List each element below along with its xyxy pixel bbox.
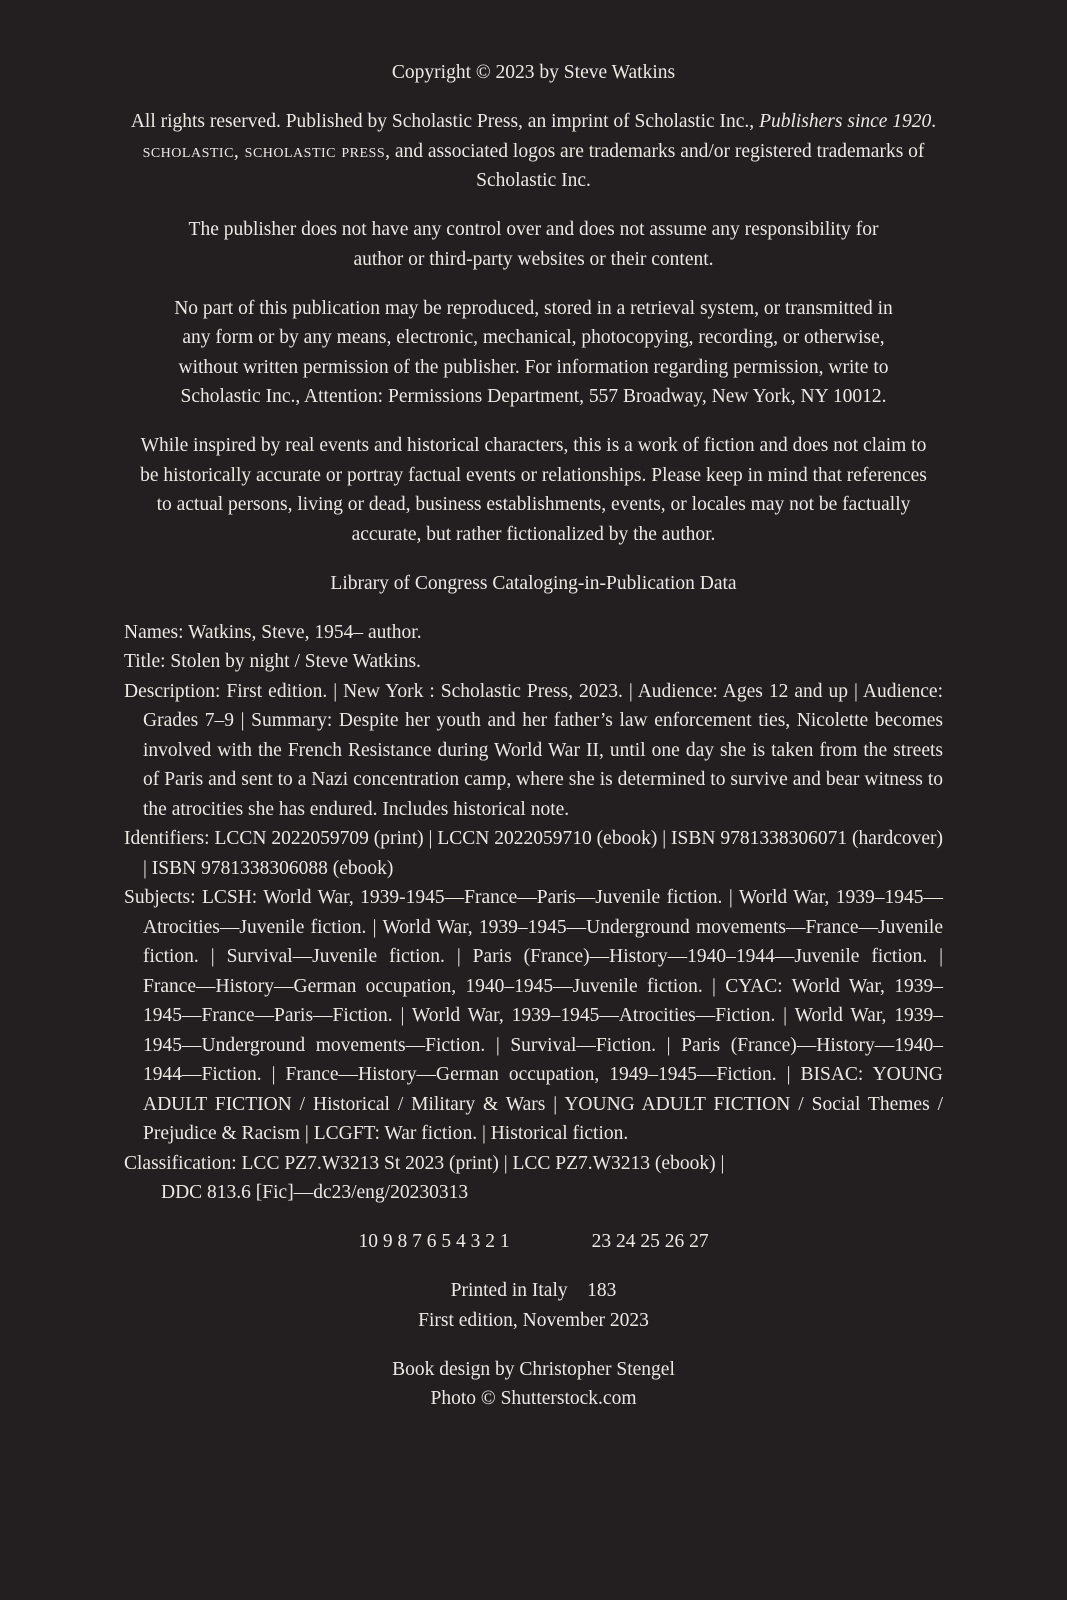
permissions-notice: No part of this publication may be reproduced, stored in a retrieval system, or transmitted in any form or by any means, electronic, mechanical, photocopying, recording, or otherwise, without written permission of the publisher. For information regarding permission, write to Scholastic Inc., Attention: Permissions Department, 557 Broadway, New York, NY 10012. <box>174 297 893 407</box>
year-numbers: 23 24 25 26 27 <box>591 1231 709 1252</box>
rights-text-2: . <box>931 111 937 132</box>
printed-in: Printed in Italy 183 <box>450 1280 617 1301</box>
rights-statement <box>124 107 943 196</box>
copyright-line: Copyright © 2023 by Steve Watkins <box>391 62 676 83</box>
cip-subjects: Subjects: LCSH: World War, 1939-1945—France—Paris—Juvenile fiction. | World War, 1939–1945—Atrocities—Juvenile fiction. | World War, 1939–1945—Underground movements—France—Juvenile fiction. | Survival—Juvenile fiction. | Paris (France)—History—1940–1944—Juvenile fiction. | France—History—German occupation, 1940–1945—Juvenile fiction. | CYAC: World War, 1939–1945—France—Paris—Fiction. | World War, 1939–1945—Atrocities—Fiction. | World War, 1939–1945—Underground movements—Fiction. | Survival—Fiction. | Paris (France)—History—1940–1944—Fiction. | France—History—German occupation, 1949–1945—Fiction. | BISAC: YOUNG ADULT FICTION / Historical / Military & Wars | YOUNG ADULT FICTION / Social Themes / Prejudice & Racism | LCGFT: War fiction. | Historical fiction. <box>124 887 943 1144</box>
rights-text-1: All rights reserved. Published by Scholastic Press, an imprint of Scholastic Inc., <box>130 111 760 132</box>
cip-data-block <box>124 618 943 1208</box>
cip-classification-line1: Classification: LCC PZ7.W3213 St 2023 (print) | LCC PZ7.W3213 (ebook) | <box>124 1152 725 1174</box>
cip-heading: Library of Congress Cataloging-in-Publication Data <box>330 572 737 594</box>
cip-title: Title: Stolen by night / Steve Watkins. <box>124 651 421 672</box>
printing-info <box>124 1276 943 1335</box>
rights-italic: Publishers since 1920 <box>759 111 932 132</box>
cip-classification-line2: DDC 813.6 [Fic]—dc23/eng/20230313 <box>161 1182 469 1203</box>
photo-credit: Photo © Shutterstock.com <box>430 1388 637 1409</box>
fiction-disclaimer: While inspired by real events and historical characters, this is a work of fiction and does not claim to be historically accurate or portray factual events or relationships. Please keep in mind that references to actual persons, living or dead, business establishments, events, or locales may not be factually accurate, but rather fictionalized by the author. <box>140 435 927 545</box>
edition-line: First edition, November 2023 <box>418 1309 649 1331</box>
printing-numbers: 10 9 8 7 6 5 4 3 2 1 <box>358 1231 510 1252</box>
cip-names: Names: Watkins, Steve, 1954– author. <box>124 621 422 643</box>
credits <box>124 1355 943 1414</box>
book-design-credit: Book design by Christopher Stengel <box>392 1358 675 1380</box>
rights-smallcaps: scholastic, scholastic press <box>142 140 386 162</box>
cip-identifiers: Identifiers: LCCN 2022059709 (print) | LCCN 2022059710 (ebook) | ISBN 9781338306071 (hardcover) | ISBN 9781338306088 (ebook) <box>124 828 943 879</box>
publisher-disclaimer: The publisher does not have any control over and does not assume any responsibility for author or third-party websites or their content. <box>188 219 879 270</box>
printing-line <box>124 1227 943 1257</box>
cip-description: Description: First edition. | New York : Scholastic Press, 2023. | Audience: Ages 12 and up | Audience: Grades 7–9 | Summary: Despite her youth and her father’s law enforcement ties, Nicolette becomes involved with the French Resistance during World War II, until one day she is taken from the streets of Paris and sent to a Nazi concentration camp, where she is determined to survive and bear witness to the atrocities she has endured. Includes historical note. <box>124 680 943 820</box>
cip-classification <box>124 1149 943 1208</box>
rights-text-3: , and associated logos are trademarks and/or registered trademarks of Scholastic Inc. <box>385 140 925 191</box>
